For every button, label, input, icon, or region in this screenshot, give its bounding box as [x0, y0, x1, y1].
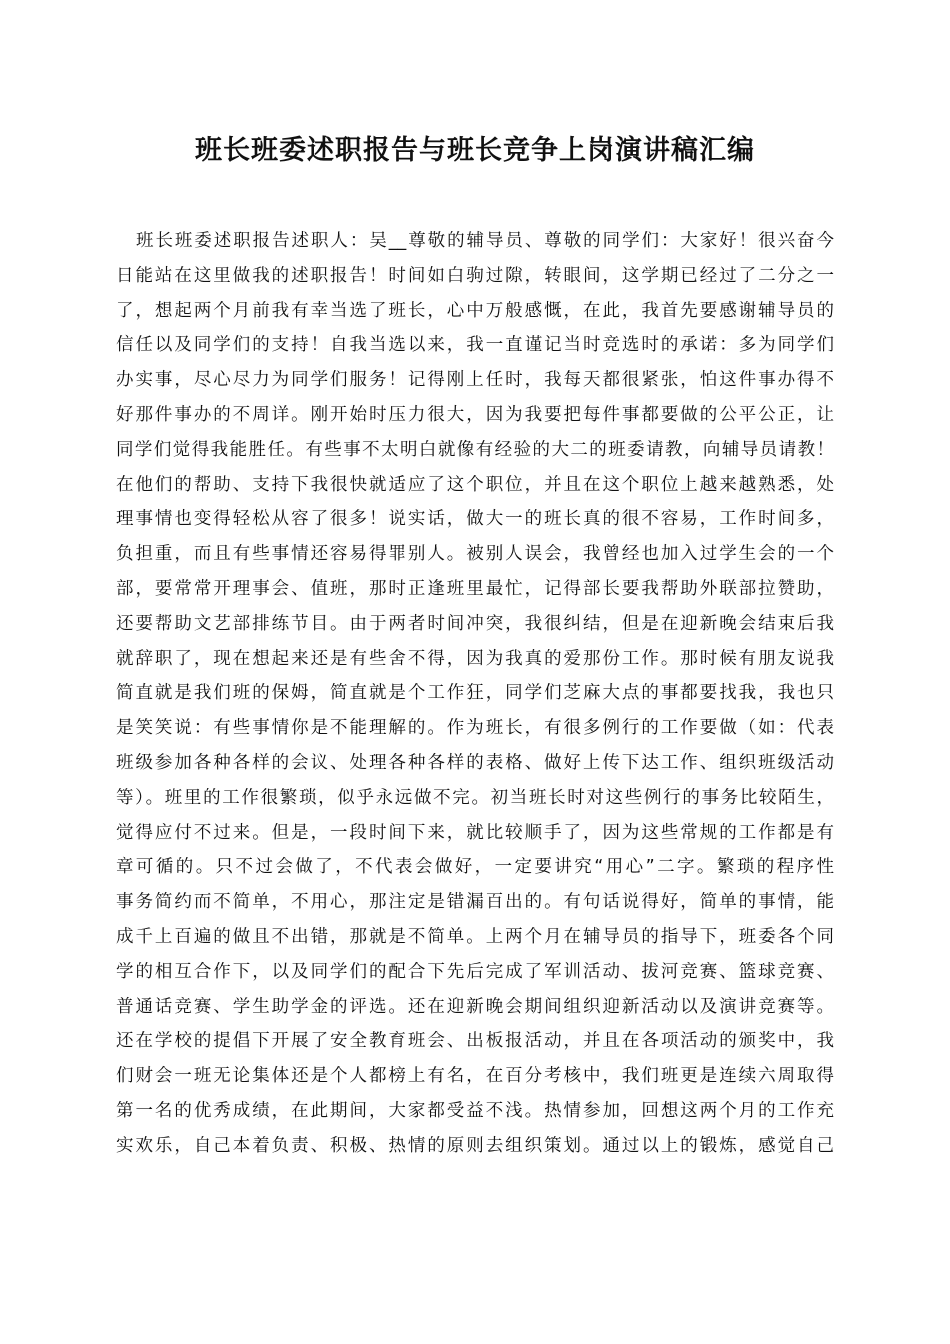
paragraph-line: 同学们觉得我能胜任。有些事不太明白就像有经验的大二的班委请教，向辅导员请教！: [116, 439, 834, 460]
paragraph-line: 就辞职了，现在想起来还是有些舍不得，因为我真的爱那份工作。那时候有朋友说我: [116, 648, 834, 669]
paragraph-line: 在他们的帮助、支持下我很快就适应了这个职位，并且在这个职位上越来越熟悉，处: [116, 474, 834, 495]
paragraph-line: 信任以及同学们的支持！自我当选以来，我一直谨记当时竞选时的承诺：多为同学们: [116, 335, 834, 356]
paragraph-line: 简直就是我们班的保姆，简直就是个工作狂，同学们芝麻大点的事都要找我，我也只: [116, 683, 834, 704]
paragraph-line: 等）。班里的工作很繁琐，似乎永远做不完。初当班长时对这些例行的事务比较陌生，: [116, 787, 834, 808]
paragraph-line: 学的相互合作下，以及同学们的配合下先后完成了军训活动、拔河竞赛、篮球竞赛、: [116, 961, 834, 982]
paragraph-line: 章可循的。只不过会做了，不代表会做好，一定要讲究“用心”二字。繁琐的程序性: [116, 857, 834, 878]
paragraph-line: 普通话竞赛、学生助学金的评选。还在迎新晚会期间组织迎新活动以及演讲竞赛等。: [116, 996, 834, 1017]
paragraph-line: 班级参加各种各样的会议、处理各种各样的表格、做好上传下达工作、组织班级活动: [116, 752, 834, 773]
document-body: [116, 224, 834, 1164]
paragraph-line: 实欢乐，自己本着负责、积极、热情的原则去组织策划。通过以上的锻炼，感觉自己: [116, 1135, 834, 1156]
paragraph-line: 成千上百遍的做且不出错，那就是不简单。上两个月在辅导员的指导下，班委各个同: [116, 926, 834, 947]
paragraph-line: 了，想起两个月前我有幸当选了班长，心中万般感慨，在此，我首先要感谢辅导员的: [116, 300, 834, 321]
paragraph-line: 事务简约而不简单，不用心，那注定是错漏百出的。有句话说得好，简单的事情，能: [116, 892, 834, 913]
document-title: 班长班委述职报告与班长竞争上岗演讲稿汇编: [195, 135, 755, 166]
paragraph-line: 觉得应付不过来。但是，一段时间下来，就比较顺手了，因为这些常规的工作都是有: [116, 822, 834, 843]
paragraph-line: 们财会一班无论集体还是个人都榜上有名，在百分考核中，我们班更是连续六周取得: [116, 1066, 834, 1087]
paragraph-line: 负担重，而且有些事情还容易得罪别人。被别人误会，我曾经也加入过学生会的一个: [116, 544, 834, 565]
paragraph-line: 还要帮助文艺部排练节目。由于两者时间冲突，我很纠结，但是在迎新晚会结束后我: [116, 613, 834, 634]
paragraph-line: 还在学校的提倡下开展了安全教育班会、出板报活动，并且在各项活动的颁奖中，我: [116, 1031, 834, 1052]
paragraph-line: 是笑笑说：有些事情你是不能理解的。作为班长，有很多例行的工作要做（如：代表: [116, 718, 834, 739]
paragraph-line: 班长班委述职报告述职人：吴__尊敬的辅导员、尊敬的同学们：大家好！很兴奋今: [136, 231, 834, 251]
paragraph-line: 办实事，尽心尽力为同学们服务！记得刚上任时，我每天都很紧张，怕这件事办得不: [116, 370, 834, 391]
paragraph-line: 部，要常常开理事会、值班，那时正逢班里最忙，记得部长要我帮助外联部拉赞助，: [116, 578, 834, 599]
paragraph-line: 理事情也变得轻松从容了很多！说实话，做大一的班长真的很不容易，工作时间多，: [116, 509, 834, 530]
paragraph-line: 第一名的优秀成绩，在此期间，大家都受益不浅。热情参加，回想这两个月的工作充: [116, 1100, 834, 1121]
paragraph-line: 日能站在这里做我的述职报告！时间如白驹过隙，转眼间，这学期已经过了二分之一: [116, 265, 834, 286]
paragraph-line: 好那件事办的不周详。刚开始时压力很大，因为我要把每件事都要做的公平公正，让: [116, 404, 834, 425]
